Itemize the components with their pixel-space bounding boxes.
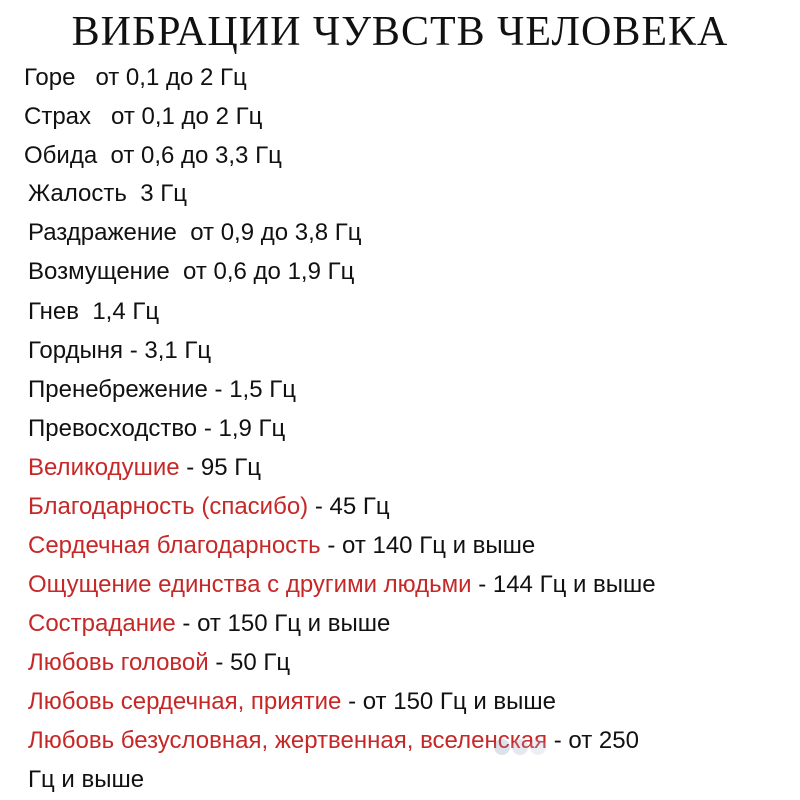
list-item xyxy=(28,687,556,717)
list-item xyxy=(28,609,390,639)
frequency-value: - от 150 Гц и выше xyxy=(175,610,391,637)
list-item xyxy=(28,453,261,483)
emotion-name: Любовь сердечная, приятие xyxy=(28,688,342,715)
list-item xyxy=(28,414,285,444)
list-item xyxy=(28,218,362,248)
list-item xyxy=(28,531,535,561)
frequency-value: - от 250 xyxy=(547,727,639,754)
emotion-name: Раздражение xyxy=(28,219,177,246)
frequency-value: 3 Гц xyxy=(126,180,187,207)
list-item xyxy=(28,570,656,600)
list-item xyxy=(28,375,296,405)
watermark-icon xyxy=(490,730,550,764)
emotion-name: Ощущение единства с другими людьми xyxy=(28,571,472,598)
emotion-name: Любовь головой xyxy=(28,649,209,676)
list-item xyxy=(28,257,354,287)
emotion-name: Сострадание xyxy=(28,610,176,637)
emotion-name: Превосходство xyxy=(28,415,198,442)
list-item xyxy=(24,102,262,132)
list-item xyxy=(28,648,290,678)
frequency-value: - 3,1 Гц xyxy=(123,337,212,364)
frequency-value: от 0,6 до 1,9 Гц xyxy=(169,258,355,285)
frequency-value: от 0,6 до 3,3 Гц xyxy=(97,142,282,169)
frequency-value: от 0,9 до 3,8 Гц xyxy=(176,219,362,246)
list-item xyxy=(28,297,159,327)
frequency-value: - 1,9 Гц xyxy=(197,415,286,442)
frequency-value: от 0,1 до 2 Гц xyxy=(91,103,263,130)
emotion-name: Великодушие xyxy=(28,454,180,481)
frequency-value: - 45 Гц xyxy=(308,493,390,520)
emotion-name: Гнев xyxy=(28,298,79,325)
emotion-name: Обида xyxy=(24,142,98,169)
list-item xyxy=(28,336,211,366)
frequency-value: 1,4 Гц xyxy=(79,298,160,325)
emotion-name: Благодарность (спасибо) xyxy=(28,493,309,520)
list-item xyxy=(24,141,282,171)
frequency-value: - 95 Гц xyxy=(179,454,262,481)
frequency-value: - от 150 Гц и выше xyxy=(341,688,557,715)
page-title: ВИБРАЦИИ ЧУВСТВ ЧЕЛОВЕКА xyxy=(71,9,729,55)
frequency-value: - от 140 Гц и выше xyxy=(320,532,536,559)
list-item xyxy=(28,492,390,522)
frequency-value: от 0,1 до 2 Гц xyxy=(75,64,247,91)
frequency-value: - 144 Гц и выше xyxy=(471,571,656,598)
emotion-name: Любовь безусловная, жертвенная, вселенская xyxy=(28,727,548,754)
emotion-name: Возмущение xyxy=(28,258,170,285)
frequency-value: - 1,5 Гц xyxy=(207,376,296,403)
emotion-name: Жалость xyxy=(28,180,127,207)
emotion-name: Страх xyxy=(24,103,92,130)
list-item-continuation: Гц и выше xyxy=(28,766,145,793)
emotion-name: Гордыня xyxy=(28,337,124,364)
frequency-value: - 50 Гц xyxy=(208,649,291,676)
list-item xyxy=(28,179,187,209)
emotion-name: Сердечная благодарность xyxy=(28,532,321,559)
emotion-name: Пренебрежение xyxy=(28,376,208,403)
list-item xyxy=(24,63,247,93)
emotion-name: Горе xyxy=(24,64,76,91)
